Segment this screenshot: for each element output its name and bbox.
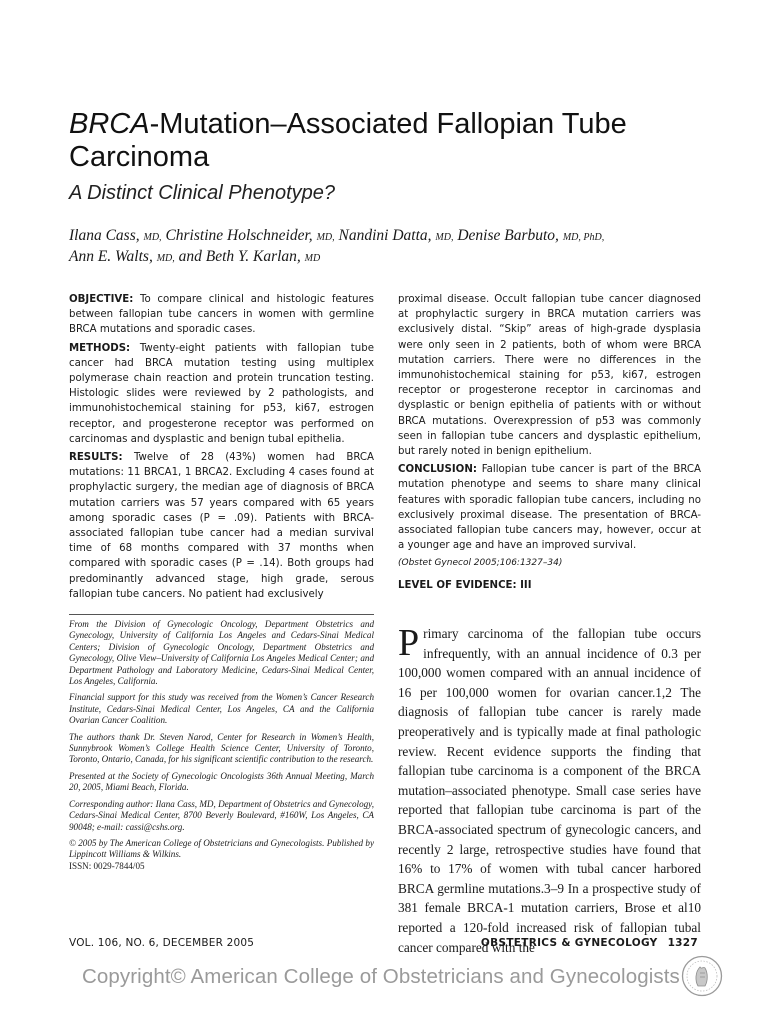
abstract-left-column [69,292,374,605]
author-degree: MD, [316,232,335,243]
conclusion-text: Fallopian tube cancer is part of the BRCA mutation phenotype and seems to share many clinical features with sporadic fallopian tube cancers, including no exclusively proximal disease. The presentation of BRCA-associated fallopian tube cancers may, however, occur at a younger age and have an improved survival. [398,464,701,552]
title-italic-part: BRCA [69,108,150,140]
abstract-results [69,450,374,602]
author-name: Denise Barbuto, [457,227,559,244]
conclusion-label: CONCLUSION: [398,464,477,476]
abstract-right-column [398,292,701,593]
article-title [69,108,709,174]
objective-label: OBJECTIVE: [69,294,134,305]
footnote-issn: ISSN: 0029-7844/05 [69,860,145,871]
author-degree: MD, [143,232,162,243]
article-subtitle: A Distinct Clinical Phenotype? [69,182,336,204]
objective-text: To compare clinical and histologic features between fallopian tube cancers in women with germline BRCA mutations and sporadic cases. [69,294,374,336]
footer-volume: VOL. 106, NO. 6, DECEMBER 2005 [69,937,255,949]
body-paragraph: rimary carcinoma of the fallopian tube occurs infrequently, with an annual incidence of 0.3 per 100,000 women compared with an annual incidence of 16 per 100,000 women for ovarian cancer.1,2 The diagnosis of fallopian tube cancer is rarely made preoperatively and is typically made at final pathologic review. Recent evidence supports the finding that fallopian tube carcinoma is a component of the BRCA mutation–associated phenotype. Small case series have reported that fallopian tube carcinoma is part of the BRCA-associated spectrum of gynecologic cancers, and recently 2 large, retrospective studies have found that 16% to 17% of women with tubal cancer harbored BRCA germline mutations.3–9 In a prospective study of 381 female BRCA-1 mutation carriers, Brose et al10 reported a 120-fold increased risk of fallopian tubal cancer compared with the [398,626,701,955]
footnote-presentation: Presented at the Society of Gynecologic Oncologists 36th Annual Meeting, March 20, 2005, Miami Beach, Florida. [69,770,374,793]
title-rest: -Mutation–Associated Fallopian Tube Carcinoma [69,108,627,173]
author-list [69,226,669,268]
author-degree: MD, PhD, [562,232,605,243]
results-text: Twelve of 28 (43%) women had BRCA mutations: 11 BRCA1, 1 BRCA2. Excluding 4 cases found at prophylactic surgery, the median age of diagnosis of BRCA mutation carriers was 57 years compared with 65 years among sporadic cases (P = .09). Patients with BRCA-associated fallopian tube cancer had a median survival time of 68 months compared with 37 months when compared with sporadic cases (P = .14). Both groups had predominantly advanced stage, high grade, serous fallopian tube cancers. No patient had exclusively [69,452,374,600]
abstract-methods [69,341,374,447]
page-number: 1327 [667,937,698,949]
results-label: RESULTS: [69,452,123,464]
footnotes [69,619,374,872]
author-degree: MD, [156,253,175,264]
footnote-copyright: © 2005 by The American College of Obstetricians and Gynecologists. Published by Lippincott Williams & Wilkins. [69,837,374,860]
drop-cap: P [398,622,420,664]
acog-seal-icon [681,955,723,997]
footer-journal-page [481,937,698,949]
footer-journal: OBSTETRICS & GYNECOLOGY [480,937,658,949]
author-name: Ilana Cass, [69,227,140,244]
author-name: Nandini Datta, [338,227,432,244]
author-degree: MD [304,253,321,264]
level-of-evidence: LEVEL OF EVIDENCE: III [398,579,532,591]
abstract-citation: (Obstet Gynecol 2005;106:1327–34) [398,558,563,569]
abstract-objective [69,292,374,338]
author-degree: MD, [435,232,454,243]
article-header [69,108,709,205]
footnote-divider [69,614,374,615]
footnote-correspondence: Corresponding author: Ilana Cass, MD, Department of Obstetrics and Gynecology, Cedars-Sinai Medical Center, 8700 Beverly Boulevard, #160W, Los Angeles, CA 90048; e-mail: cassi@cshs.org. [69,798,374,832]
footnote-funding: Financial support for this study was received from the Women’s Cancer Research Institute, Cedars-Sinai Medical Center, Los Angeles, CA and the California Ovarian Cancer Coalition. [69,692,374,726]
copyright-watermark: Copyright© American College of Obstetricians and Gynecologists [82,965,680,988]
author-name: Ann E. Walts, [69,248,153,265]
footnote-affiliations: From the Division of Gynecologic Oncology, Department Obstetrics and Gynecology, University of California Los Angeles and Cedars-Sinai Medical Centers; Division of Gynecologic Oncology, Department Obstetrics and Gynecology, Olive View–University of California Los Angeles Medical Center; and Department Pathology and Laboratory Medicine, Cedars-Sinai Medical Center, Los Angeles, California. [69,619,374,687]
abstract-results-continued: proximal disease. Occult fallopian tube cancer diagnosed at prophylactic surgery in BRCA mutation carriers was exclusively distal. “Skip” areas of high-grade dysplasia were only seen in 2 patients, both of whom were BRCA mutation carriers. There were no differences in the immunohistochemical staining for p53, ki67, estrogen receptor or progesterone receptor in carcinomas and dysplastic or benign epithelia of patients with or without BRCA mutations. Overexpression of p53 was commonly seen in fallopian tube cancers and dysplastic epithelium, but rarely noted in benign epithelium. [398,294,701,458]
author-name: Christine Holschneider, [165,227,313,244]
abstract-conclusion [398,462,701,553]
methods-text: Twenty-eight patients with fallopian tube cancer had BRCA mutation testing using multiplex polymerase chain reaction and protein truncation testing. Histologic slides were reviewed by 2 pathologists, and immunohistochemical staining for p53, ki67, estrogen receptor, and progesterone receptor was performed on carcinomas and dysplastic and benign tubal epithelia. [69,342,374,445]
methods-label: METHODS: [69,342,131,354]
article-body [398,624,701,957]
author-name: and Beth Y. Karlan, [178,248,301,265]
footnote-acknowledgments: The authors thank Dr. Steven Narod, Center for Research in Women’s Health, Sunnybrook Women’s College Health Science Center, University of Toronto, Toronto, Ontario, Canada, for his significant scientific contribution to the research. [69,731,374,765]
